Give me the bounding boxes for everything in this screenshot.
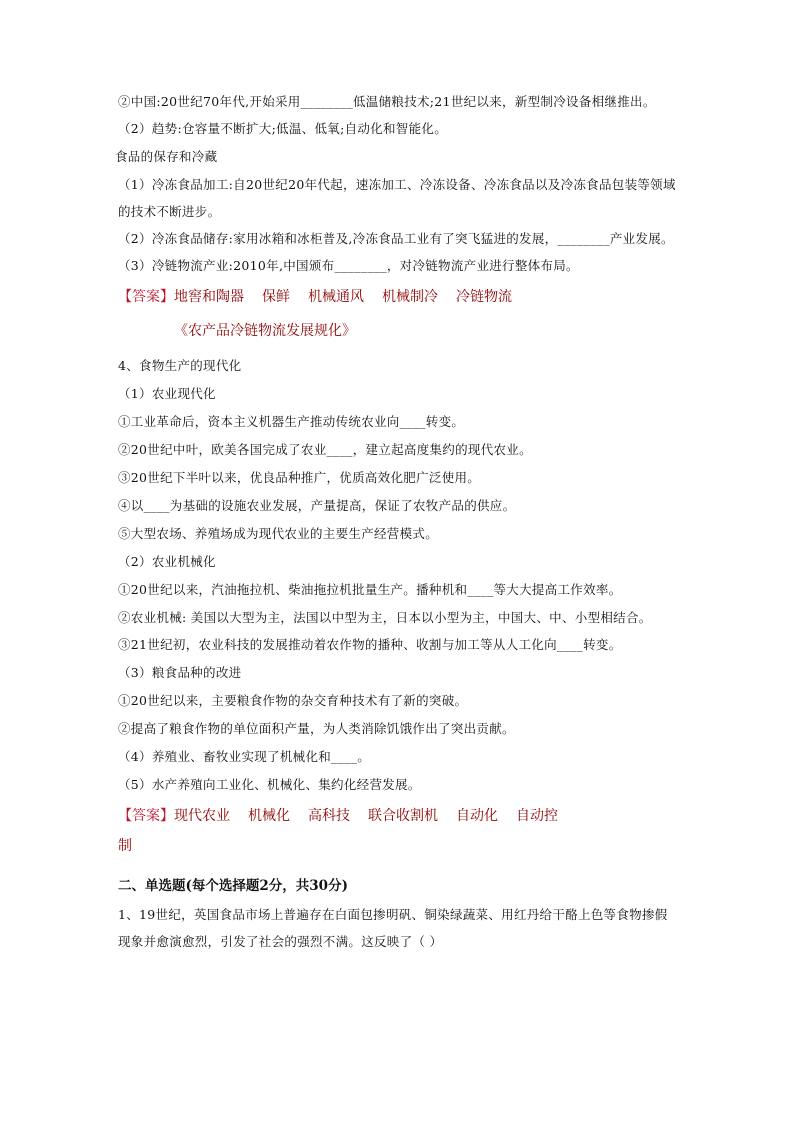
text-line: ①工业革命后，资本主义机器生产推动传统农业向____转变。 bbox=[118, 414, 465, 429]
answer-item: 机械制冷 bbox=[382, 289, 438, 305]
answer-item: 自动控 bbox=[516, 808, 558, 824]
answer-item: 现代农业 bbox=[174, 808, 230, 824]
text-line: ⑤大型农场、养殖场成为现代农业的主要生产经营模式。 bbox=[118, 526, 439, 541]
answer-line bbox=[118, 282, 678, 312]
text-line: ②中国:20世纪70年代,开始采用________低温储粮技术;21世纪以来，新型制冷设备相继推出。 bbox=[118, 94, 656, 109]
text-line: （3）冷链物流产业:2010年,中国颁布________，对冷链物流产业进行整体布局。 bbox=[118, 258, 579, 273]
answer-item: 保鲜 bbox=[262, 289, 290, 305]
text-line: ④以____为基础的设施农业发展，产量提高，保证了农牧产品的供应。 bbox=[118, 498, 516, 513]
question-text: 1、19世纪，英国食品市场上普遍存在白面包掺明矾、铜染绿蔬菜、用红丹给干酪上色等食物掺假现象并愈演愈烈，引发了社会的强烈不满。这反映了（ ） bbox=[118, 907, 668, 949]
answer-line bbox=[118, 801, 678, 831]
answer-tag: 【答案】 bbox=[118, 289, 174, 305]
text-line: （2）冷冻食品储存:家用冰箱和冰柜普及,冷冻食品工业有了突飞猛进的发展，________产业发展。 bbox=[118, 231, 674, 246]
text-line: ②农业机械: 美国以大型为主，法国以中型为主，日本以小型为主，中国大、中、小型相结合。 bbox=[118, 610, 652, 625]
text-line: （1）农业现代化 bbox=[118, 386, 216, 401]
answer-item: 高科技 bbox=[308, 808, 350, 824]
answer-continuation: 制 bbox=[118, 838, 132, 854]
text-line: ②20世纪中叶，欧美各国完成了农业____，建立起高度集约的现代农业。 bbox=[118, 442, 532, 457]
answer-item: 联合收割机 bbox=[368, 808, 438, 824]
answer-tag: 【答案】 bbox=[118, 808, 174, 824]
answer-item: 自动化 bbox=[456, 808, 498, 824]
document-page bbox=[115, 88, 678, 955]
answer-item: 机械通风 bbox=[308, 289, 364, 305]
text-line: （5）水产养殖向工业化、机械化、集约化经营发展。 bbox=[118, 777, 421, 792]
text-line: ③20世纪下半叶以来，优良品种推广，优质高效化肥广泛使用。 bbox=[118, 470, 481, 485]
text-line: ③21世纪初，农业科技的发展推动着农作物的播种、收割与加工等从人工化向____转变。 bbox=[118, 637, 622, 652]
section-heading: 4、食物生产的现代化 bbox=[118, 358, 242, 373]
subheading: 食品的保存和冷藏 bbox=[115, 149, 218, 164]
section-heading: 二、单选题(每个选择题2分，共30分) bbox=[118, 878, 348, 894]
text-line: （1）冷冻食品加工:自20世纪20年代起，速冻加工、冷冻设备、冷冻食品以及冷冻食品包装等领域的技术不断进步。 bbox=[118, 177, 676, 219]
answer-continuation: 《农产品冷链物流发展规化》 bbox=[174, 323, 356, 339]
text-line: （4）养殖业、畜牧业实现了机械化和____。 bbox=[118, 749, 371, 764]
text-line: （2）农业机械化 bbox=[118, 554, 216, 569]
answer-item: 地窖和陶器 bbox=[174, 289, 244, 305]
text-line: （2）趋势:仓容量不断扩大;低温、低氧;自动化和智能化。 bbox=[118, 121, 447, 136]
answer-item: 冷链物流 bbox=[456, 289, 512, 305]
text-line: ①20世纪以来，汽油拖拉机、柴油拖拉机批量生产。播种机和____等大大提高工作效率。 bbox=[118, 582, 622, 597]
text-line: ②提高了粮食作物的单位面积产量，为人类消除饥饿作出了突出贡献。 bbox=[118, 721, 515, 736]
answer-item: 机械化 bbox=[248, 808, 290, 824]
text-line: ①20世纪以来，主要粮食作物的杂交育种技术有了新的突破。 bbox=[118, 693, 468, 708]
text-line: （3）粮食品种的改进 bbox=[118, 665, 242, 680]
